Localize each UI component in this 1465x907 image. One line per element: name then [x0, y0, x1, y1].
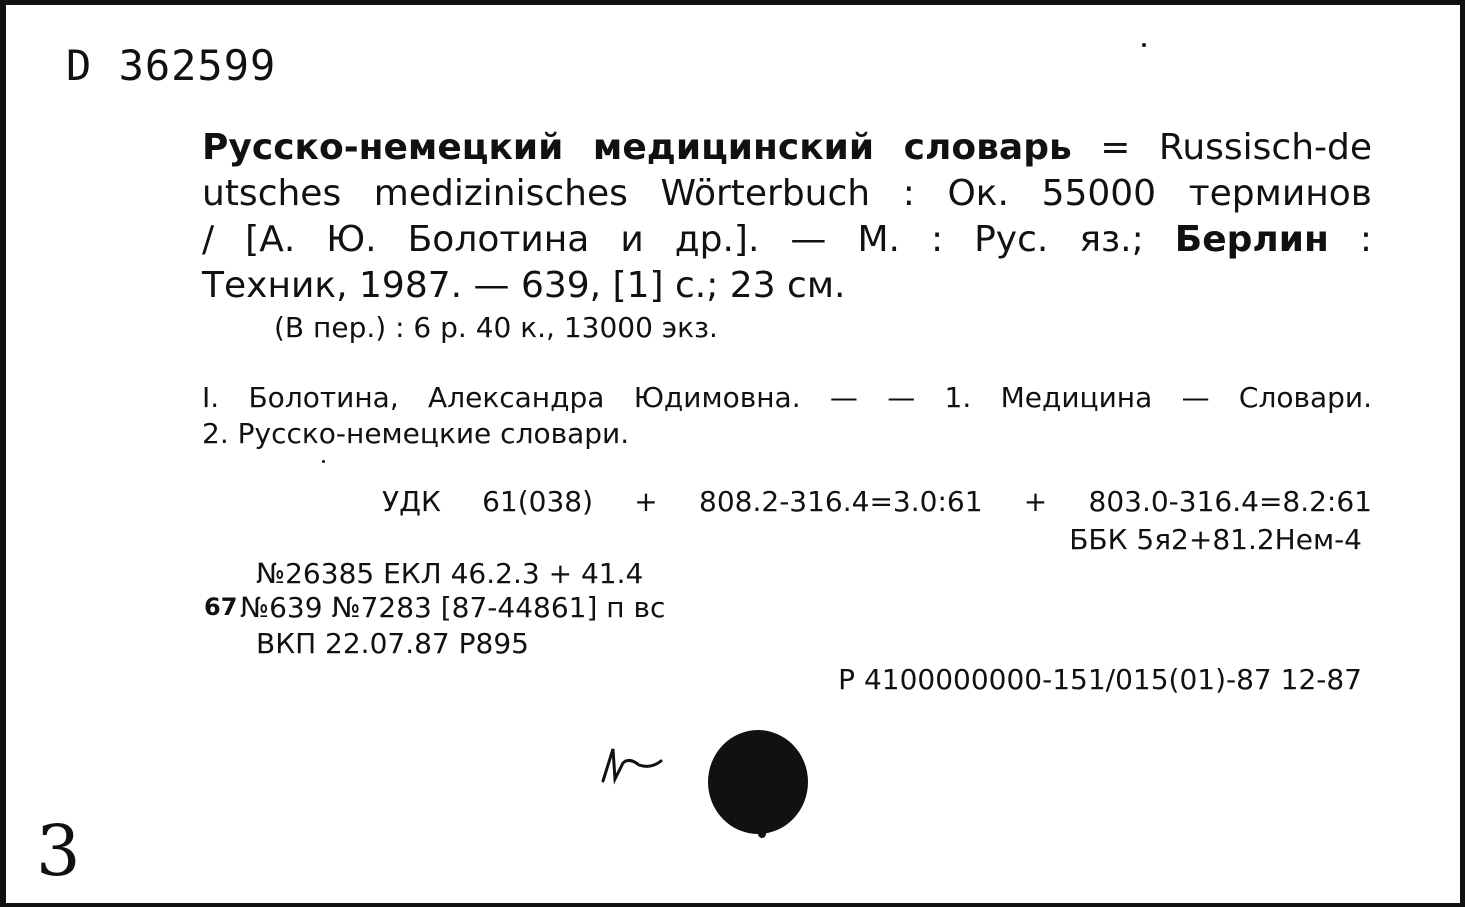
title-line-1: Русско-немецкий медицинский словарь = Russisch-de — [202, 127, 1372, 168]
ref-prefix: 67 — [204, 593, 238, 621]
ref-line: №639 №7283 [87-44861] п вс — [240, 591, 666, 624]
p-line: Р 4100000000-151/015(01)-87 12-87 — [838, 663, 1362, 696]
speck-mark — [1142, 43, 1146, 47]
subject-line-2: 2. Русско-немецкие словари. — [202, 417, 630, 450]
handwritten-scribble-icon — [599, 745, 669, 785]
bbk-line: ББК 5я2+81.2Нем-4 — [1069, 523, 1362, 556]
publisher-city-bold: Берлин — [1174, 219, 1329, 260]
price-line: (В пер.) : 6 р. 40 к., 13000 экз. — [274, 311, 718, 344]
title-line-2: utsches medizinisches Wörterbuch : Ок. 55000 терминов — [202, 173, 1372, 214]
vkp-line: ВКП 22.07.87 Р895 — [256, 627, 529, 660]
subject-line-1: I. Болотина, Александра Юдимовна. — — 1. Медицина — Словари. — [202, 381, 1372, 414]
punched-dot-mark — [708, 730, 808, 834]
title-bold-prefix: Русско-немецкий медицинский словарь — [202, 127, 1072, 168]
call-number: D 362599 — [66, 41, 277, 90]
ekl-line: №26385 ЕКЛ 46.2.3 + 41.4 — [256, 557, 644, 590]
dot-tail-mark — [758, 830, 766, 838]
udk-line: УДК 61(038) + 808.2-316.4=3.0:61 + 803.0-316.4=8.2:61 — [382, 485, 1372, 518]
title-line-4: Техник, 1987. — 639, [1] с.; 23 см. — [202, 265, 846, 306]
speck-mark — [322, 460, 325, 463]
handwritten-number: 3 — [36, 810, 81, 892]
title-line-3: / [А. Ю. Болотина и др.]. — М. : Рус. яз.; Берлин : — [202, 219, 1372, 260]
